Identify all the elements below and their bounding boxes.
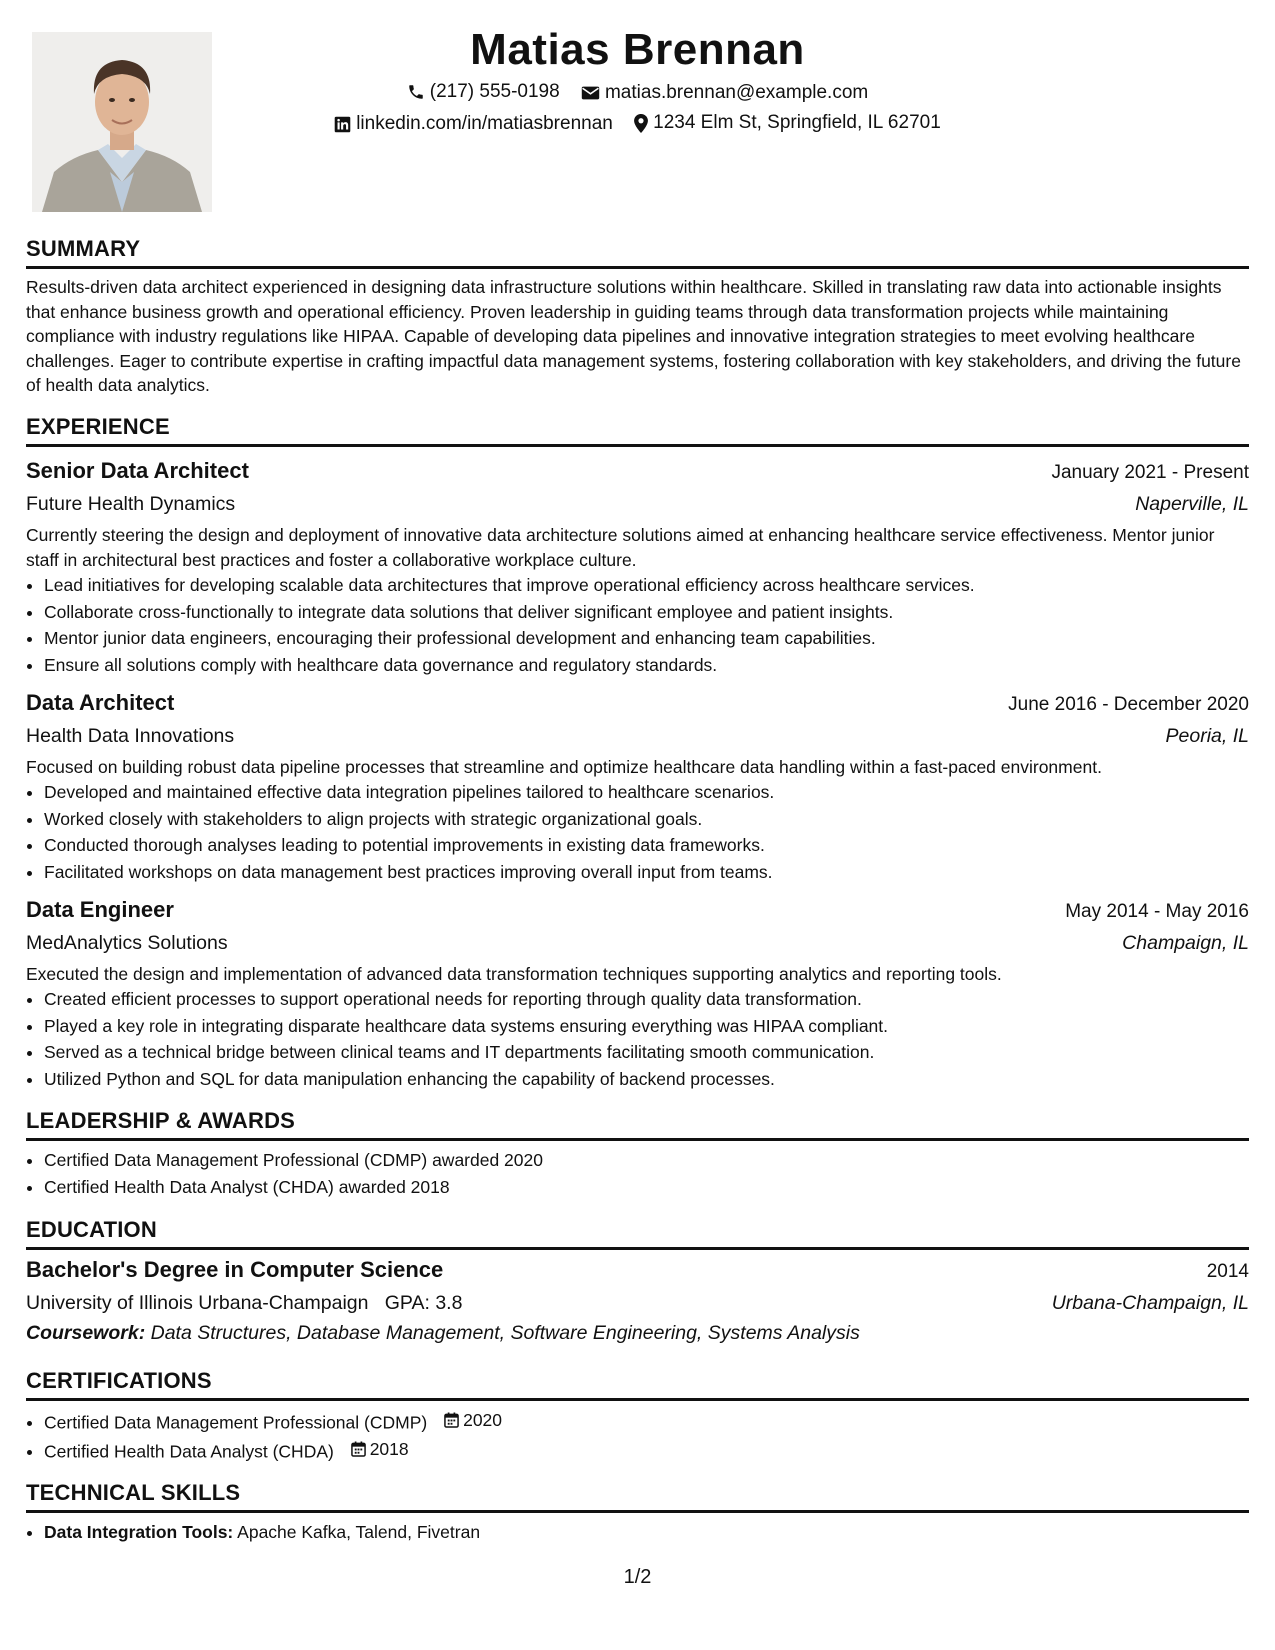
cert-year: 2018 (369, 1438, 409, 1459)
job-location: Peoria, IL (1165, 724, 1249, 747)
list-item: • Conducted thorough analyses leading to potential improvements in existing data frameworks. (44, 832, 1249, 859)
list-item: • Served as a technical bridge between clinical teams and IT departments facilitating smooth communication. (44, 1039, 1249, 1066)
calendar-icon (444, 1412, 459, 1428)
list-item: • Lead initiatives for developing scalable data architectures that improve operational efficiency across healthcare services. (44, 572, 1249, 599)
job-entry (26, 687, 1249, 886)
skills-heading: TECHNICAL SKILLS (26, 1478, 1249, 1513)
coursework (26, 1318, 1249, 1348)
phone-text: (217) 555-0198 (429, 81, 560, 102)
certifications-heading: CERTIFICATIONS (26, 1366, 1249, 1401)
experience-section (26, 412, 1249, 1093)
school-name: University of Illinois Urbana-Champaign (26, 1291, 369, 1314)
education-section (26, 1215, 1249, 1348)
contact-row-primary (26, 80, 1249, 108)
experience-heading: EXPERIENCE (26, 412, 1249, 447)
job-description: Currently steering the design and deployment of innovative data architecture solutions aimed at enhancing healthcare service effectiveness. Mentor junior staff in architectural best practices and foster a collaborative workplace culture. (26, 524, 1215, 570)
leadership-list (26, 1147, 1249, 1200)
page-number: 1/2 (623, 1566, 652, 1588)
leadership-section (26, 1106, 1249, 1200)
calendar-icon (351, 1441, 366, 1457)
linkedin-text: linkedin.com/in/matiasbrennan (356, 113, 613, 134)
envelope-icon (581, 85, 600, 101)
list-item (44, 1407, 1249, 1436)
school-line (26, 1288, 462, 1318)
job-bullets (26, 572, 1249, 678)
job-entry (26, 894, 1249, 1093)
job-location: Champaign, IL (1122, 931, 1249, 954)
list-item: • Created efficient processes to support operational needs for reporting through quality data transformation. (44, 986, 1249, 1013)
gpa: GPA: 3.8 (384, 1291, 463, 1314)
job-title: Senior Data Architect (26, 457, 249, 483)
job-description: Executed the design and implementation of advanced data transformation techniques supporting analytics and reporting tools. (26, 963, 1002, 984)
job-entry (26, 455, 1249, 679)
contact-linkedin[interactable] (334, 112, 613, 136)
job-dates: May 2014 - May 2016 (1065, 900, 1249, 922)
education-heading: EDUCATION (26, 1215, 1249, 1250)
job-company: Future Health Dynamics (26, 492, 236, 515)
skills-section (26, 1478, 1249, 1546)
summary-text: Results-driven data architect experienced in designing data infrastructure solutions within healthcare. Skilled in translating raw data into actionable insights that enhance business growth and operational efficiency. Proven leadership in guiding teams through data transformation projects while maintaining compliance with industry regulations like HIPAA. Capable of developing data pipelines and innovative integration strategies to meet evolving healthcare challenges. Eager to contribute expertise in crafting impactful data management systems, fostering collaboration with key stakeholders, and driving the future of health data analytics. (26, 277, 1241, 396)
coursework-label: Coursework: (26, 1321, 146, 1344)
contact-phone[interactable] (407, 80, 560, 104)
list-item: • Utilized Python and SQL for data manipulation enhancing the capability of backend processes. (44, 1066, 1249, 1093)
certifications-section (26, 1366, 1249, 1465)
coursework-text: Data Structures, Database Management, Software Engineering, Systems Analysis (150, 1321, 860, 1344)
cert-name: Certified Data Management Professional (CDMP) (44, 1411, 428, 1432)
degree-title: Bachelor's Degree in Computer Science (26, 1256, 444, 1282)
skill-value: Apache Kafka, Talend, Fivetran (237, 1522, 481, 1543)
certifications-list (26, 1407, 1249, 1465)
list-item: • Certified Data Management Professional (CDMP) awarded 2020 (44, 1147, 1249, 1174)
skills-list (26, 1519, 1249, 1546)
linkedin-icon (334, 116, 351, 133)
list-item: • Developed and maintained effective data integration pipelines tailored to healthcare scenarios. (44, 779, 1249, 806)
leadership-heading: LEADERSHIP & AWARDS (26, 1106, 1249, 1141)
job-dates: June 2016 - December 2020 (1008, 693, 1249, 715)
phone-icon (407, 83, 425, 101)
job-location: Naperville, IL (1135, 492, 1249, 515)
list-item: • Worked closely with stakeholders to align projects with strategic organizational goals. (44, 806, 1249, 833)
job-dates: January 2021 - Present (1051, 461, 1249, 483)
skill-label: Data Integration Tools: (44, 1522, 234, 1543)
school-location: Urbana-Champaign, IL (1051, 1291, 1249, 1314)
degree-year: 2014 (1206, 1260, 1249, 1282)
address-text: 1234 Elm St, Springfield, IL 62701 (653, 112, 941, 133)
resume-header (26, 24, 1249, 220)
resume-page (26, 24, 1249, 1546)
job-description: Focused on building robust data pipeline processes that streamline and optimize healthcare data handling within a fast-paced environment. (26, 756, 1102, 777)
cert-year: 2020 (463, 1409, 503, 1430)
job-company: MedAnalytics Solutions (26, 931, 228, 954)
job-title: Data Architect (26, 689, 175, 715)
list-item: • Ensure all solutions comply with healthcare data governance and regulatory standards. (44, 652, 1249, 679)
list-item: • Mentor junior data engineers, encouraging their professional development and enhancing team capabilities. (44, 625, 1249, 652)
job-company: Health Data Innovations (26, 724, 235, 747)
job-title: Data Engineer (26, 896, 174, 922)
list-item: • Certified Health Data Analyst (CHDA) awarded 2018 (44, 1174, 1249, 1201)
list-item: • Collaborate cross-functionally to integrate data solutions that deliver significant employee and patient insights. (44, 599, 1249, 626)
cert-name: Certified Health Data Analyst (CHDA) (44, 1440, 334, 1461)
email-text: matias.brennan@example.com (604, 82, 869, 103)
summary-heading: SUMMARY (26, 234, 1249, 269)
job-bullets (26, 986, 1249, 1092)
contact-email[interactable] (581, 81, 868, 105)
map-pin-icon (634, 114, 648, 133)
contact-address (634, 111, 941, 135)
contact-row-secondary (26, 111, 1249, 140)
job-bullets (26, 779, 1249, 885)
list-item: • Facilitated workshops on data management best practices improving overall input from teams. (44, 859, 1249, 886)
list-item (44, 1519, 1249, 1546)
list-item: • Played a key role in integrating disparate healthcare data systems ensuring everything was HIPAA compliant. (44, 1013, 1249, 1040)
summary-section (26, 234, 1249, 398)
candidate-name: Matias Brennan (470, 25, 805, 74)
list-item (44, 1436, 1249, 1465)
